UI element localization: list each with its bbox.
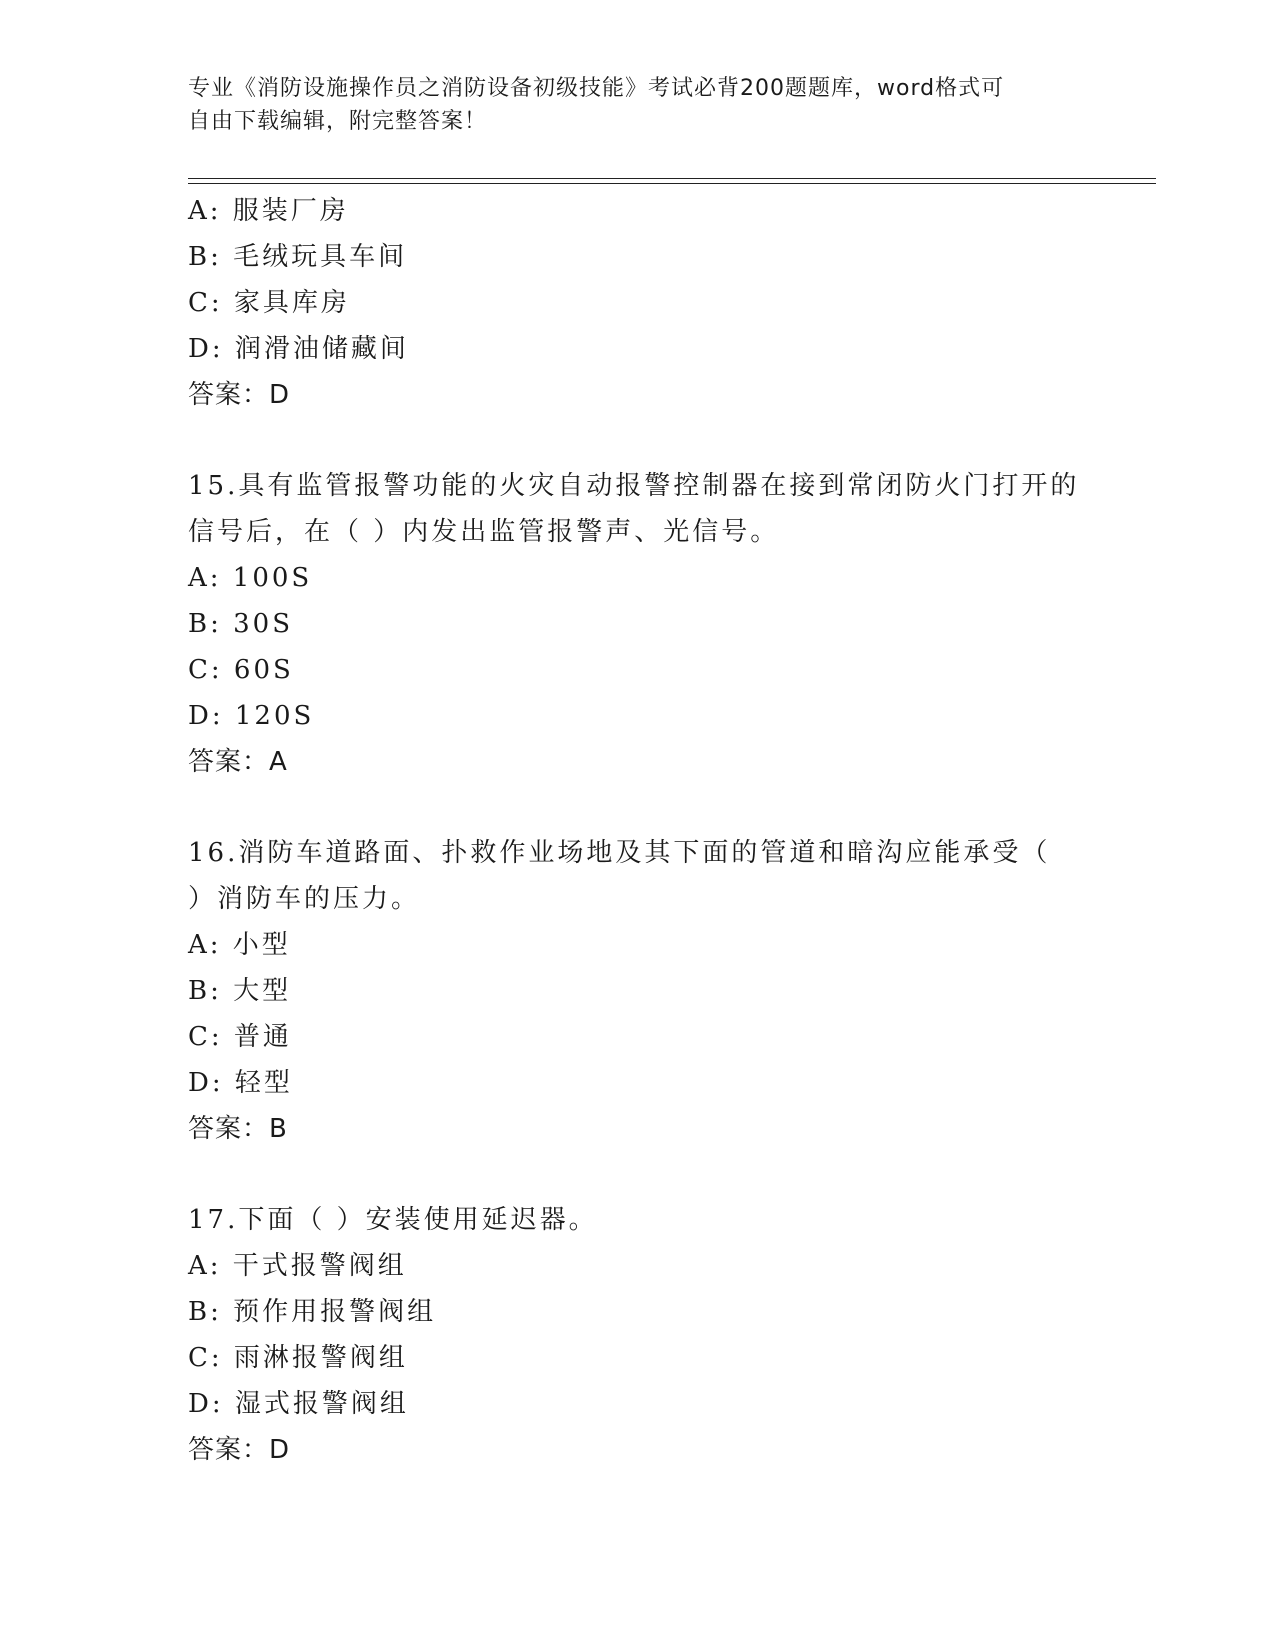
answer-line: 答案：B [188, 1114, 288, 1144]
question-14-continuation [188, 188, 1088, 418]
option-c: C: 60S [188, 655, 294, 685]
document-header [188, 72, 1068, 138]
option-d: D: 120S [188, 701, 315, 731]
answer-line: 答案：D [188, 1435, 291, 1465]
question-text-line-1: 17.下面（ ）安装使用延迟器。 [188, 1205, 598, 1235]
header-line-2: 自由下载编辑，附完整答案！ [188, 109, 488, 134]
question-17 [188, 1197, 1088, 1473]
option-c: C: 家具库房 [188, 288, 350, 318]
option-a: A: 小型 [188, 930, 291, 960]
question-16 [188, 830, 1088, 1152]
question-15 [188, 463, 1088, 785]
answer-line: 答案：D [188, 380, 291, 410]
question-text-line-2: ）消防车的压力。 [188, 884, 421, 914]
option-d: D: 润滑油储藏间 [188, 334, 409, 364]
option-a: A: 干式报警阀组 [188, 1251, 407, 1281]
option-c: C: 雨淋报警阀组 [188, 1343, 408, 1373]
document-body [188, 188, 1088, 1473]
answer-line: 答案：A [188, 747, 288, 777]
option-a: A: 100S [188, 563, 313, 593]
header-divider-bottom [188, 183, 1156, 184]
question-text-line-2: 信号后，在（ ）内发出监管报警声、光信号。 [188, 517, 780, 547]
option-b: B: 30S [188, 609, 294, 639]
option-b: B: 大型 [188, 976, 292, 1006]
header-divider-top [188, 178, 1156, 179]
option-a: A: 服装厂房 [188, 196, 349, 226]
option-d: D: 湿式报警阀组 [188, 1389, 409, 1419]
option-c: C: 普通 [188, 1022, 292, 1052]
option-b: B: 预作用报警阀组 [188, 1297, 437, 1327]
header-line-1: 专业《消防设施操作员之消防设备初级技能》考试必背200题题库，word格式可 [188, 76, 1005, 101]
question-text-line-1: 15.具有监管报警功能的火灾自动报警控制器在接到常闭防火门打开的 [188, 471, 1080, 501]
option-b: B: 毛绒玩具车间 [188, 242, 408, 272]
question-text-line-1: 16.消防车道路面、扑救作业场地及其下面的管道和暗沟应能承受（ [188, 838, 1051, 868]
option-d: D: 轻型 [188, 1068, 293, 1098]
